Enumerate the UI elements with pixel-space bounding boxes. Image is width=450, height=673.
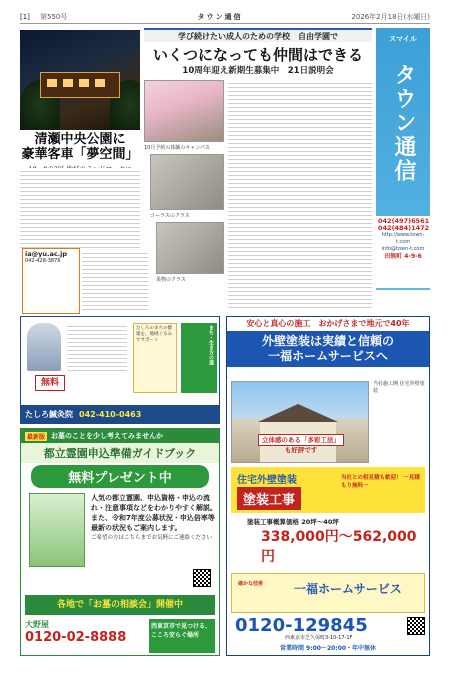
lead-banner: 学び続けたい成人のための学校 自由学園で (144, 28, 372, 42)
chorus-photo (150, 154, 224, 210)
acupuncture-ad (20, 316, 220, 424)
class-photo (156, 222, 224, 274)
cemetery-company: 大野屋 0120-02-8888 (25, 619, 145, 653)
free-label: 無料 (35, 375, 65, 391)
painting-price: 塗装工事概算価格 20坪〜40坪 338,000円〜562,000円 (247, 518, 417, 565)
newspaper-title: タウン通信 (197, 12, 243, 21)
acupuncture-footer (21, 405, 219, 423)
doctor-photo (27, 323, 61, 371)
painting-hours: 営業時間 9:00〜20:00・年中無休 (279, 645, 377, 652)
free-present: 無料プレゼント中 (31, 465, 209, 488)
acupuncture-ad-text (67, 323, 127, 371)
painting-ad-tagline: 安心と真心の施工 おかげさまで地元で40年 (227, 317, 429, 331)
new-badge: 最新版 (27, 433, 46, 441)
campus-photo (144, 80, 224, 142)
clinic-name: たしろ鍼灸院 (25, 409, 73, 419)
masthead-tel: 042(497)6561 (378, 217, 430, 225)
small-ad-tel: 042-428-3876 (25, 258, 61, 264)
method-badge: 立体感のある「多彩工法」も好評です (258, 434, 344, 446)
masthead (376, 28, 430, 290)
painting-side-text: 当社施工例 住宅外壁塗装 (373, 381, 425, 394)
masthead-fax: 042(484)1472 (378, 224, 430, 232)
painting-brand: 確かな技術 一福ホームサービス (231, 573, 425, 613)
acupuncture-side-panel: まち・生き方の道 (181, 323, 217, 393)
guidebook-image (29, 493, 85, 567)
class-caption: 果物のクラス (156, 277, 186, 283)
guidebook-title: 都立霊園申込準備ガイドブック (21, 443, 219, 463)
chorus-caption: コーラスのクラス (150, 213, 190, 219)
masthead-email[interactable]: info@town-t.com (381, 246, 425, 252)
painting-ad (226, 316, 430, 656)
painting-offer: 住宅外壁塗装 塗装工事 当社との相見積も歓迎！ 一見積もり無料一 (231, 467, 425, 513)
clinic-tel[interactable]: 042-410-0463 (79, 409, 142, 419)
qr-code-icon[interactable] (407, 617, 425, 635)
train-article-headline: 清瀬中央公園に 豪華客車「夢空間」 (21, 132, 139, 162)
train-article-body (20, 168, 140, 248)
article-body-lower (82, 250, 148, 312)
small-ad-email[interactable]: ia@yu.ac.jp (25, 250, 68, 258)
masthead-tagline: スマイル (389, 35, 417, 43)
lead-article-body (228, 80, 372, 310)
painting-tel[interactable]: 0120-129845 (235, 615, 368, 636)
train-car-photo (20, 30, 140, 130)
acupuncture-mid-text: たしろのまちの健康を、地域ぐるみでサポート (133, 323, 177, 393)
school-small-ad (22, 248, 80, 314)
campus-caption: 10月予約の体験のキャンパス (144, 145, 211, 151)
cemetery-ad (20, 428, 220, 656)
cemetery-side-panel: 西東京市で見つける、こころ安らぐ場所 (149, 619, 215, 653)
masthead-title: タウン通信 (391, 63, 416, 183)
cemetery-ad-bar: 最新版 お墓のことを少し考えてみませんか (21, 429, 219, 443)
page-number: [1] (20, 12, 30, 21)
masthead-web[interactable]: http://www.town-t.com (381, 232, 425, 245)
cemetery-ad-body: 人気の都立霊園、申込資格・申込の流れ・注意事項などをわかりやすく解説。また、令和7年度公募状況・申込倍率等最新の状況もご案内します。 ご希望の方はこちらまでお気軽にご連絡ください (91, 494, 217, 541)
masthead-contact (376, 216, 430, 288)
issue-date: 2026年2月18日(水曜日) (351, 12, 430, 21)
issue-number: 第550号 (40, 12, 68, 21)
lead-subheadline: 10周年迎え新期生募集中 21日説明会 (182, 66, 334, 76)
lead-headline: いくつになっても仲間はできる (152, 46, 363, 64)
house-photo (231, 381, 369, 463)
cemetery-tel[interactable]: 0120-02-8888 (25, 630, 127, 645)
painting-ad-headline: 外壁塗装は実績と信頼の 一福ホームサービスへ (227, 331, 429, 367)
consultation-banner: 各地で「お墓の相談会」開催中 (25, 595, 215, 615)
painting-address: 西東京市芝久保町3-10-17-1F (285, 635, 353, 641)
qr-code-icon[interactable] (193, 569, 211, 587)
page-header (20, 10, 430, 24)
masthead-address: 田無町 4-9-6 (384, 253, 422, 260)
